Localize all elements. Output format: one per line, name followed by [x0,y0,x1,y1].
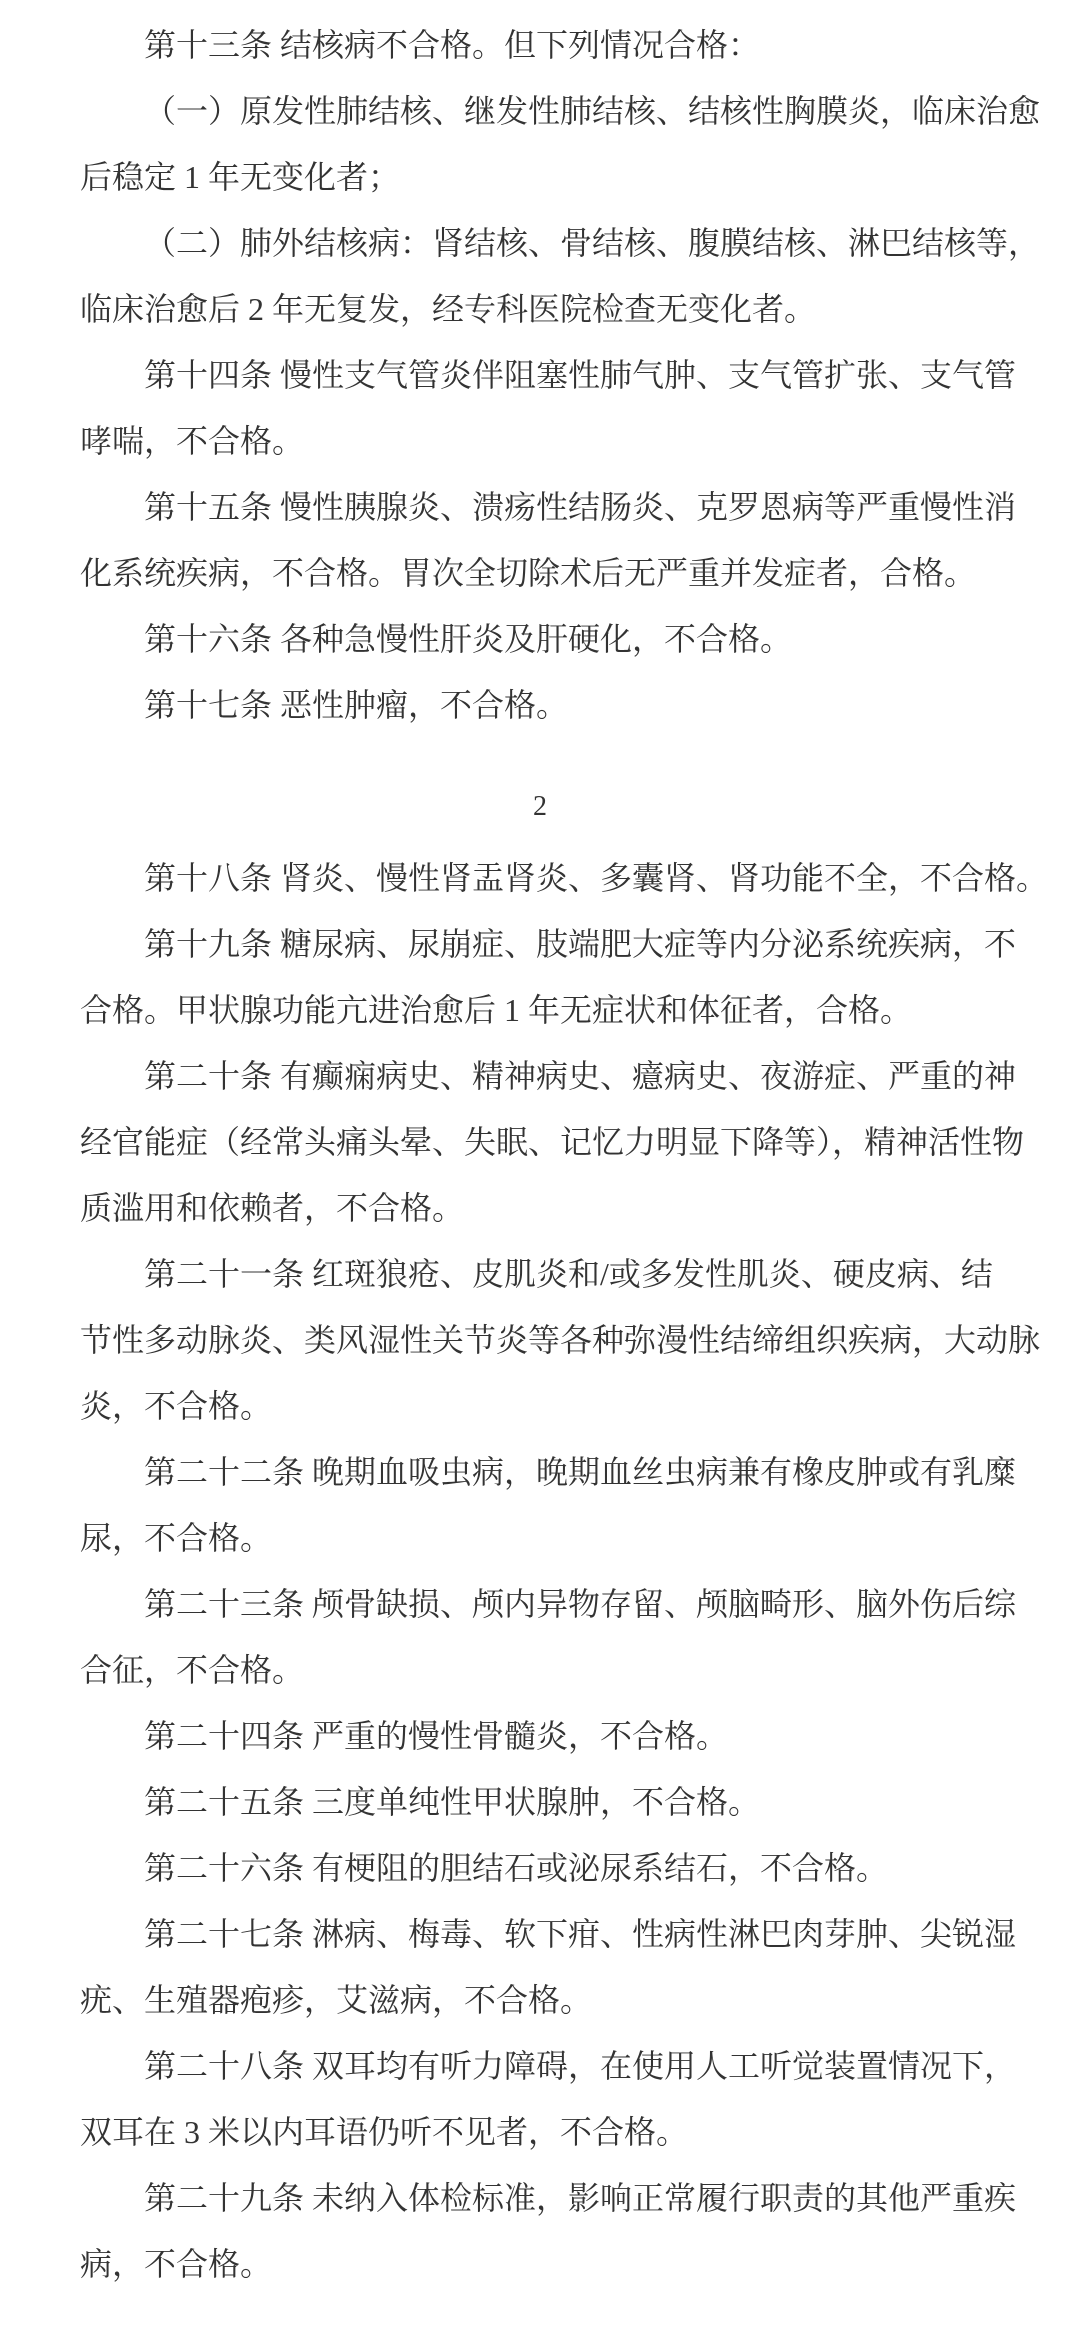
document-line: 第二十七条 淋病、梅毒、软下疳、性病性淋巴肉芽肿、尖锐湿 [144,1916,1017,1952]
page-number: 2 [533,791,547,822]
document-line: 化系统疾病，不合格。胃次全切除术后无严重并发症者，合格。 [80,555,977,591]
document-line: 第二十九条 未纳入体检标准，影响正常履行职责的其他严重疾 [144,2180,1017,2216]
document-line: 第十七条 恶性肿瘤，不合格。 [144,687,569,723]
document-line: 炎，不合格。 [80,1388,273,1424]
document-lines [0,12,1080,2297]
document-line: 质滥用和依赖者，不合格。 [80,1190,465,1226]
document-line: 第二十二条 晚期血吸虫病，晚期血丝虫病兼有橡皮肿或有乳糜 [144,1454,1017,1490]
document-line: 节性多动脉炎、类风湿性关节炎等各种弥漫性结缔组织疾病，大动脉 [80,1322,1041,1358]
document-line: 第十九条 糖尿病、尿崩症、肢端肥大症等内分泌系统疾病，不 [144,926,1017,962]
document-line: 第二十四条 严重的慢性骨髓炎，不合格。 [144,1718,729,1754]
document-line: 第十四条 慢性支气管炎伴阻塞性肺气肿、支气管扩张、支气管 [144,357,1017,393]
document-line: 第十八条 肾炎、慢性肾盂肾炎、多囊肾、肾功能不全，不合格。 [144,860,1049,896]
document-line: 合征，不合格。 [80,1652,305,1688]
document-line: 双耳在 3 米以内耳语仍听不见者，不合格。 [80,2114,689,2150]
document-line: 合格。甲状腺功能亢进治愈后 1 年无症状和体征者，合格。 [80,992,913,1028]
document-line: 第二十三条 颅骨缺损、颅内异物存留、颅脑畸形、脑外伤后综 [144,1586,1017,1622]
document-line: 后稳定 1 年无变化者； [80,159,401,195]
document-line: 尿，不合格。 [80,1520,273,1556]
document-line: 第十六条 各种急慢性肝炎及肝硬化，不合格。 [144,621,793,657]
document-line: 第二十条 有癫痫病史、精神病史、癔病史、夜游症、严重的神 [144,1058,1017,1094]
document-line: 第十三条 结核病不合格。但下列情况合格： [144,27,761,63]
document-line: 第十五条 慢性胰腺炎、溃疡性结肠炎、克罗恩病等严重慢性消 [144,489,1017,525]
document-line: 病，不合格。 [80,2246,273,2282]
document-line: 第二十六条 有梗阻的胆结石或泌尿系结石，不合格。 [144,1850,889,1886]
document-line: （二）肺外结核病：肾结核、骨结核、腹膜结核、淋巴结核等， [144,225,1041,261]
document-line: 第二十八条 双耳均有听力障碍，在使用人工听觉装置情况下， [144,2048,1017,2084]
document-line: 第二十五条 三度单纯性甲状腺肿，不合格。 [144,1784,761,1820]
document-line: 疣、生殖器疱疹，艾滋病，不合格。 [80,1982,593,2018]
document-line: 哮喘，不合格。 [80,423,305,459]
document-line: （一）原发性肺结核、继发性肺结核、结核性胸膜炎，临床治愈 [144,93,1041,129]
document-line: 临床治愈后 2 年无复发，经专科医院检查无变化者。 [80,291,817,327]
document-line: 经官能症（经常头痛头晕、失眠、记忆力明显下降等），精神活性物 [80,1124,1025,1160]
document-line: 第二十一条 红斑狼疮、皮肌炎和/或多发性肌炎、硬皮病、结 [144,1256,993,1292]
